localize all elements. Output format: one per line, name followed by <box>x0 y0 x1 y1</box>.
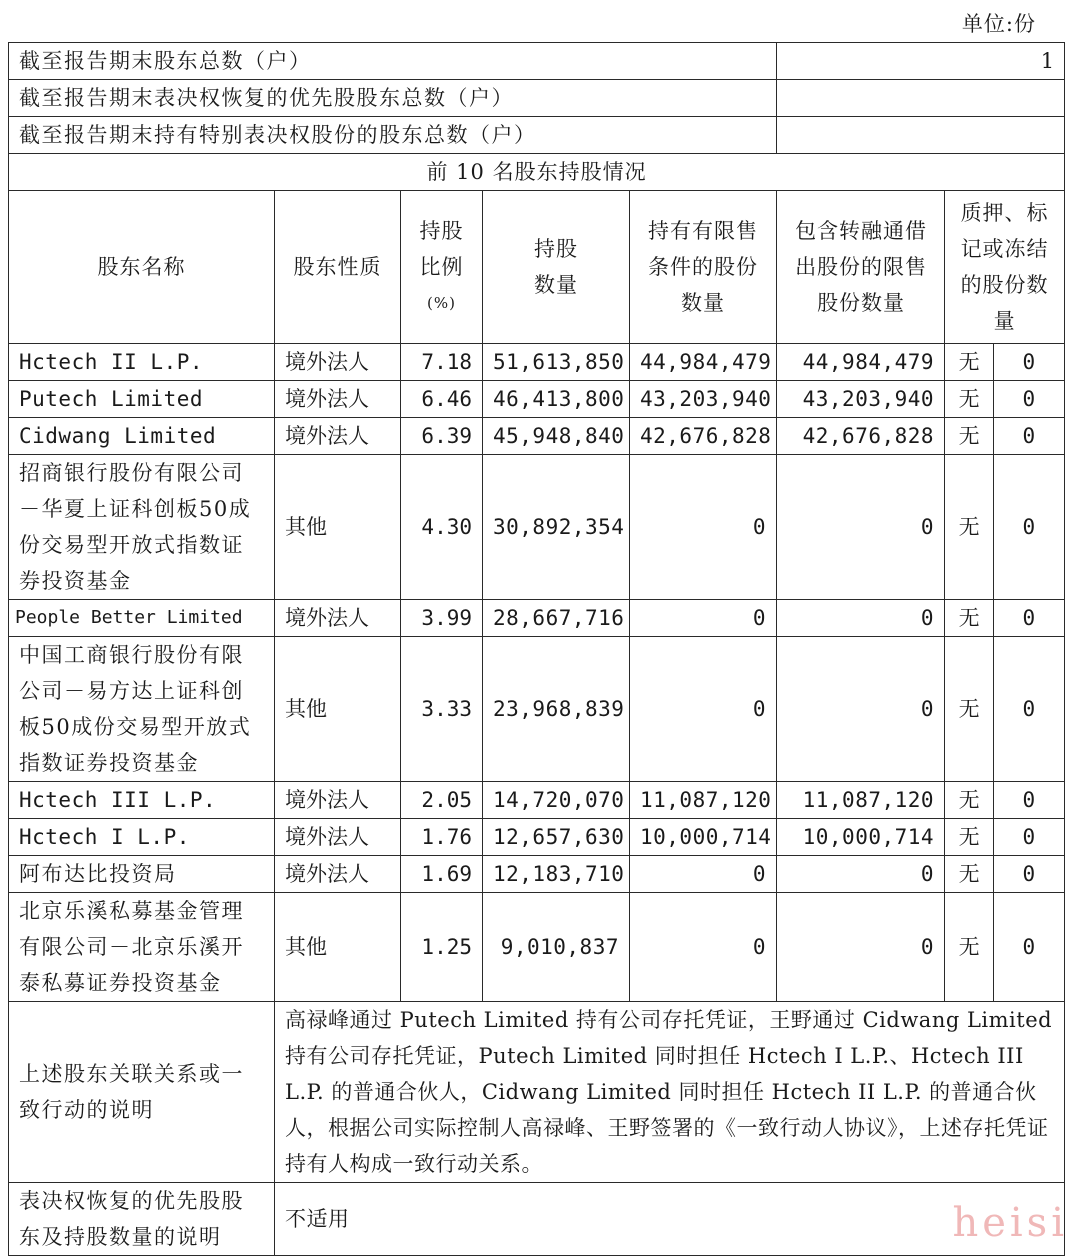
holder-shares: 30,892,354 <box>483 455 630 600</box>
holder-nature: 境外法人 <box>275 819 401 856</box>
holder-lent: 0 <box>777 637 945 782</box>
table-row <box>9 637 1065 782</box>
holder-name: Hctech III L.P. <box>9 782 275 819</box>
header-lent <box>777 191 945 344</box>
pledge-status: 无 <box>945 856 994 893</box>
table-row <box>9 600 1065 637</box>
pledge-qty: 0 <box>994 893 1065 1002</box>
holder-name: Cidwang Limited <box>9 418 275 455</box>
holder-ratio: 2.05 <box>401 782 483 819</box>
holder-shares: 46,413,800 <box>483 381 630 418</box>
pledge-qty: 0 <box>994 455 1065 600</box>
holder-ratio: 7.18 <box>401 344 483 381</box>
pledge-status: 无 <box>945 418 994 455</box>
holder-ratio: 1.76 <box>401 819 483 856</box>
header-ratio-label: 持股比例 <box>419 219 464 279</box>
holder-ratio: 6.46 <box>401 381 483 418</box>
holder-restricted: 0 <box>630 893 777 1002</box>
table-row <box>9 893 1065 1002</box>
summary-label: 截至报告期末股东总数（户） <box>9 43 777 80</box>
holder-lent: 42,676,828 <box>777 418 945 455</box>
relation-label: 上述股东关联关系或一致行动的说明 <box>9 1002 275 1183</box>
holder-ratio: 6.39 <box>401 418 483 455</box>
holder-nature: 境外法人 <box>275 344 401 381</box>
holder-nature: 其他 <box>275 455 401 600</box>
holder-lent: 10,000,714 <box>777 819 945 856</box>
header-name: 股东名称 <box>9 191 275 344</box>
pledge-qty: 0 <box>994 819 1065 856</box>
table-row <box>9 782 1065 819</box>
holder-restricted: 44,984,479 <box>630 344 777 381</box>
summary-row <box>9 43 1065 80</box>
holder-name: Hctech II L.P. <box>9 344 275 381</box>
pledge-status: 无 <box>945 893 994 1002</box>
holder-name: 北京乐溪私募基金管理有限公司－北京乐溪开泰私募证券投资基金 <box>9 893 275 1002</box>
holder-restricted: 10,000,714 <box>630 819 777 856</box>
holder-nature: 其他 <box>275 893 401 1002</box>
holder-ratio: 1.25 <box>401 893 483 1002</box>
summary-value <box>777 117 1065 154</box>
holder-shares: 28,667,716 <box>483 600 630 637</box>
holder-ratio: 4.30 <box>401 455 483 600</box>
pledge-qty: 0 <box>994 856 1065 893</box>
pledge-qty: 0 <box>994 637 1065 782</box>
holder-shares: 12,657,630 <box>483 819 630 856</box>
table-row <box>9 856 1065 893</box>
header-pledge-label: 质押、标记或冻结的股份数量 <box>960 201 1049 333</box>
holder-restricted: 0 <box>630 455 777 600</box>
pledge-status: 无 <box>945 344 994 381</box>
header-restricted-label: 持有有限售条件的股份数量 <box>648 219 759 315</box>
pledge-status: 无 <box>945 782 994 819</box>
summary-label: 截至报告期末持有特别表决权股份的股东总数（户） <box>9 117 777 154</box>
preferred-text: 不适用 <box>275 1183 1065 1256</box>
holder-restricted: 43,203,940 <box>630 381 777 418</box>
header-shares-label: 持股数量 <box>534 237 578 297</box>
holder-shares: 51,613,850 <box>483 344 630 381</box>
holder-ratio: 3.99 <box>401 600 483 637</box>
holder-restricted: 42,676,828 <box>630 418 777 455</box>
holder-shares: 45,948,840 <box>483 418 630 455</box>
holder-ratio: 1.69 <box>401 856 483 893</box>
shareholder-table <box>8 42 1065 1256</box>
holder-ratio: 3.33 <box>401 637 483 782</box>
holder-lent: 0 <box>777 455 945 600</box>
holder-restricted: 0 <box>630 637 777 782</box>
header-pledge <box>945 191 1065 344</box>
holder-name: 阿布达比投资局 <box>9 856 275 893</box>
pledge-qty: 0 <box>994 782 1065 819</box>
holder-name: 中国工商银行股份有限公司－易方达上证科创板50成份交易型开放式指数证券投资基金 <box>9 637 275 782</box>
holder-shares: 12,183,710 <box>483 856 630 893</box>
holder-nature: 境外法人 <box>275 600 401 637</box>
holder-lent: 0 <box>777 600 945 637</box>
table-row <box>9 455 1065 600</box>
header-ratio-unit: (%) <box>427 294 456 312</box>
header-lent-label: 包含转融通借出股份的限售股份数量 <box>795 219 928 315</box>
holder-nature: 境外法人 <box>275 381 401 418</box>
table-row <box>9 418 1065 455</box>
holder-lent: 0 <box>777 893 945 1002</box>
header-row <box>9 191 1065 344</box>
table-row <box>9 381 1065 418</box>
pledge-qty: 0 <box>994 418 1065 455</box>
summary-row <box>9 80 1065 117</box>
holder-lent: 43,203,940 <box>777 381 945 418</box>
header-ratio <box>401 191 483 344</box>
holder-nature: 其他 <box>275 637 401 782</box>
relation-text: 高禄峰通过 Putech Limited 持有公司存托凭证，王野通过 Cidwang Limited 持有公司存托凭证，Putech Limited 同时担任 Hctech I L.P.、Hctech III L.P. 的普通合伙人，Cidwang Limited 同时担任 Hctech II L.P. 的普通合伙人，根据公司实际控制人高禄峰、王野签署的《一致行动人协议》，上述存托凭证持有人构成一致行动关系。 <box>275 1002 1065 1183</box>
unit-label: 单位:份 <box>961 12 1036 36</box>
holder-shares: 14,720,070 <box>483 782 630 819</box>
header-restricted <box>630 191 777 344</box>
holder-restricted: 11,087,120 <box>630 782 777 819</box>
holder-nature: 境外法人 <box>275 782 401 819</box>
pledge-qty: 0 <box>994 344 1065 381</box>
holder-shares: 9,010,837 <box>483 893 630 1002</box>
preferred-row <box>9 1183 1065 1256</box>
watermark: heisi <box>952 1200 1068 1246</box>
summary-label: 截至报告期末表决权恢复的优先股股东总数（户） <box>9 80 777 117</box>
holder-lent: 0 <box>777 856 945 893</box>
summary-row <box>9 117 1065 154</box>
table-row <box>9 819 1065 856</box>
summary-value <box>777 80 1065 117</box>
preferred-label: 表决权恢复的优先股股东及持股数量的说明 <box>9 1183 275 1256</box>
header-shares <box>483 191 630 344</box>
section-title-row <box>9 154 1065 191</box>
section-title: 前 10 名股东持股情况 <box>9 154 1065 191</box>
holder-nature: 境外法人 <box>275 856 401 893</box>
header-nature: 股东性质 <box>275 191 401 344</box>
holder-name: Hctech I L.P. <box>9 819 275 856</box>
holder-shares: 23,968,839 <box>483 637 630 782</box>
pledge-status: 无 <box>945 600 994 637</box>
holder-name: People Better Limited <box>9 600 275 637</box>
relation-row <box>9 1002 1065 1183</box>
pledge-status: 无 <box>945 455 994 600</box>
holder-lent: 11,087,120 <box>777 782 945 819</box>
holder-nature: 境外法人 <box>275 418 401 455</box>
holder-restricted: 0 <box>630 600 777 637</box>
pledge-status: 无 <box>945 819 994 856</box>
holder-name: Putech Limited <box>9 381 275 418</box>
holder-restricted: 0 <box>630 856 777 893</box>
pledge-qty: 0 <box>994 600 1065 637</box>
pledge-status: 无 <box>945 637 994 782</box>
pledge-status: 无 <box>945 381 994 418</box>
pledge-qty: 0 <box>994 381 1065 418</box>
summary-value: 1 <box>777 43 1065 80</box>
holder-lent: 44,984,479 <box>777 344 945 381</box>
table-row <box>9 344 1065 381</box>
holder-name: 招商银行股份有限公司－华夏上证科创板50成份交易型开放式指数证券投资基金 <box>9 455 275 600</box>
